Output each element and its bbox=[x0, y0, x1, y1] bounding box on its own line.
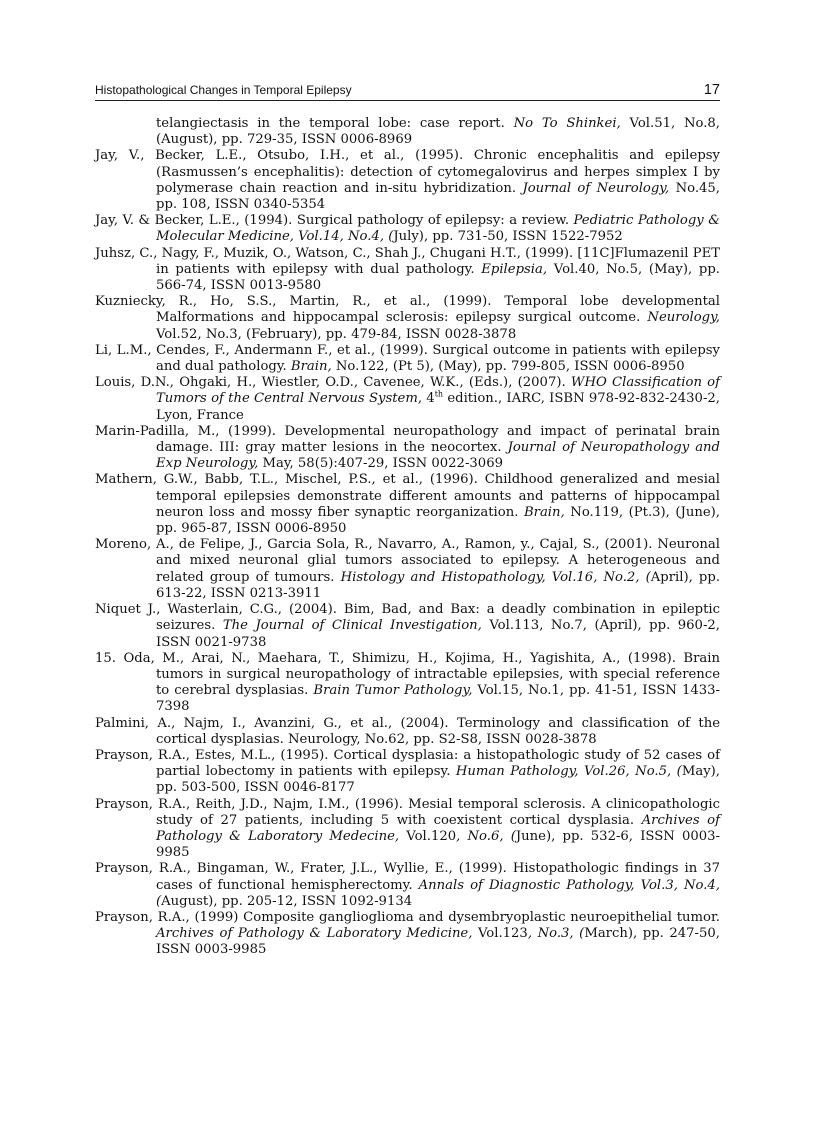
reference-text: August), pp. 205-12, ISSN 1092-9134 bbox=[161, 893, 413, 909]
reference-text: Jay, V., Becker, L.E., Otsubo, I.H., et al., (1995). Chronic encephalitis and epilepsy (Rasmussen’s encephalitis): detection of cytomegalovirus and herpes simplex I by polymerase chain reaction and in-situ hybridization. bbox=[95, 148, 720, 196]
reference-text: No.45, pp. 108, ISSN 0340-5354 bbox=[156, 180, 720, 213]
reference-text: telangiectasis in the temporal lobe: case report. bbox=[156, 116, 514, 131]
reference-entry bbox=[95, 375, 720, 424]
reference-entry bbox=[95, 472, 720, 537]
reference-entry bbox=[95, 246, 720, 295]
reference-italic-text: Archives of Pathology & Laboratory Medicine, bbox=[156, 926, 473, 942]
reference-italic-text: , No.3, ( bbox=[527, 926, 585, 942]
reference-text: April), pp. 613-22, ISSN 0213-3911 bbox=[156, 569, 721, 601]
reference-text: Vol.120 bbox=[399, 828, 457, 844]
reference-text: Vol.40, No.5, (May), pp. 566-74, ISSN 0013-9580 bbox=[156, 261, 720, 294]
reference-text: Marin-Padilla, M., (1999). Developmental neuropathology and impact of perinatal brain damage. III: gray matter lesions in the neocortex. bbox=[95, 423, 720, 456]
reference-text: Vol.51, No.8, (August), pp. 729-35, ISSN 0006-8969 bbox=[156, 116, 720, 148]
reference-text: Li, L.M., Cendes, F., Andermann F., et al., (1999). Surgical outcome in patients with epilepsy and dual pathology. bbox=[95, 342, 720, 375]
reference-italic-text: Brain, bbox=[290, 359, 332, 375]
reference-entry bbox=[95, 716, 720, 748]
reference-text: 15. Oda, M., Arai, N., Maehara, T., Shimizu, H., Kojima, H., Yagishita, A., (1998). Brain tumors in surgical neuropathology of intractable epilepsies, with special reference to cerebral dysplasias. bbox=[95, 650, 720, 699]
reference-italic-text: Journal of Neuropathology and Exp Neurology, bbox=[156, 440, 720, 472]
reference-text: Vol.15, No.1, pp. 41-51, ISSN 1433-7398 bbox=[156, 683, 720, 715]
reference-italic-text: Human Pathology, Vol.26, No.5, ( bbox=[455, 764, 682, 780]
reference-italic-text: Neurology, bbox=[647, 310, 720, 326]
reference-text: Palmini, A., Najm, I., Avanzini, G., et al., (2004). Terminology and classification of the cortical dysplasias. Neurology, No.62, pp. S2-S8, ISSN 0028-3878 bbox=[95, 715, 720, 747]
reference-entry bbox=[95, 797, 720, 862]
reference-text: Prayson, R.A., Reith, J.D., Najm, I.M., (1996). Mesial temporal sclerosis. A clinicopathologic study of 27 patients, including 5 with coexistent cortical dysplasia. bbox=[95, 796, 720, 828]
reference-text: July), pp. 731-50, ISSN 1522-7952 bbox=[393, 229, 623, 245]
reference-list bbox=[95, 116, 720, 959]
reference-entry bbox=[95, 651, 720, 716]
reference-italic-text: Histology and Histopathology, Vol.16, No.2, ( bbox=[340, 569, 651, 585]
reference-italic-text: The Journal of Clinical Investigation, bbox=[222, 618, 482, 634]
reference-text: Kuzniecky, R., Ho, S.S., Martin, R., et al., (1999). Temporal lobe developmental Malformations and hippocampal sclerosis: epilepsy surgical outcome. bbox=[95, 294, 720, 326]
reference-italic-text: Brain, bbox=[523, 504, 565, 520]
reference-text: Jay, V. & Becker, L.E., (1994). Surgical pathology of epilepsy: a review. bbox=[95, 213, 574, 229]
page-number: 17 bbox=[703, 82, 720, 98]
reference-entry bbox=[95, 343, 720, 375]
reference-italic-text: Annals of Diagnostic Pathology, Vol.3, No.4, ( bbox=[156, 877, 720, 909]
reference-italic-text: WHO Classification of Tumors of the Central Nervous System bbox=[156, 375, 720, 407]
reference-entry bbox=[95, 910, 720, 959]
reference-text: No.119, (Pt.3), (June), pp. 965-87, ISSN 0006-8950 bbox=[156, 504, 720, 537]
reference-text: Vol.113, No.7, (April), pp. 960-2, ISSN 0021-9738 bbox=[156, 618, 720, 650]
reference-entry bbox=[95, 537, 720, 602]
reference-italic-text: Brain Tumor Pathology, bbox=[313, 683, 473, 699]
reference-entry bbox=[95, 294, 720, 343]
reference-entry bbox=[95, 861, 720, 910]
reference-italic-text: , No.6, ( bbox=[456, 828, 516, 844]
reference-entry bbox=[95, 213, 720, 245]
reference-italic-text: Archives of Pathology & Laboratory Medecine, bbox=[156, 812, 720, 844]
reference-text: May, 58(5):407-29, ISSN 0022-3069 bbox=[258, 456, 503, 472]
reference-text: , 4 bbox=[417, 391, 435, 407]
reference-text: Niquet J., Wasterlain, C.G., (2004). Bim, Bad, and Bax: a deadly combination in epileptic seizures. bbox=[95, 602, 720, 634]
reference-text: Prayson, R.A., (1999) Composite ganglioglioma and dysembryoplastic neuroepithelial tumor. bbox=[95, 909, 720, 925]
reference-text: June), pp. 532-6, ISSN 0003-9985 bbox=[156, 828, 720, 861]
reference-italic-text: No To Shinkei, bbox=[513, 116, 621, 131]
reference-entry bbox=[95, 424, 720, 473]
reference-text: th bbox=[434, 390, 444, 400]
reference-text: Louis, D.N., Ohgaki, H., Wiestler, O.D., Cavenee, W.K., (Eds.), (2007). bbox=[95, 375, 571, 391]
running-header bbox=[95, 80, 720, 101]
reference-entry bbox=[95, 748, 720, 797]
reference-text: Moreno, A., de Felipe, J., Garcia Sola, R., Navarro, A., Ramon, y., Cajal, S., (2001). Neuronal and mixed neuronal glial tumors associated to epilepsy. A heterogeneous and related group of tumours. bbox=[95, 537, 720, 585]
reference-text: March), pp. 247-50, ISSN 0003-9985 bbox=[156, 926, 720, 958]
reference-entry bbox=[95, 116, 720, 148]
reference-entry bbox=[95, 148, 720, 213]
reference-text: Mathern, G.W., Babb, T.L., Mischel, P.S., et al., (1996). Childhood generalized and mesial temporal epilepsies demonstrate different amounts and patterns of hippocampal neuron loss and mossy fiber synaptic reorganization. bbox=[95, 472, 720, 520]
reference-text: May), pp. 503-500, ISSN 0046-8177 bbox=[156, 764, 720, 796]
reference-text: edition., IARC, ISBN 978-92-832-2430-2, Lyon, France bbox=[156, 391, 720, 423]
reference-italic-text: Pediatric Pathology & Molecular Medicine, Vol.14, No.4, ( bbox=[156, 213, 720, 245]
running-title: Histopathological Changes in Temporal Epilepsy bbox=[95, 83, 352, 97]
reference-italic-text: Epilepsia, bbox=[481, 261, 548, 277]
reference-text: Vol.123 bbox=[472, 926, 528, 942]
reference-text: No.122, (Pt 5), (May), pp. 799-805, ISSN 0006-8950 bbox=[331, 359, 685, 375]
reference-entry bbox=[95, 602, 720, 651]
reference-text: Juhsz, C., Nagy, F., Muzik, O., Watson, C., Shah J., Chugani H.T., (1999). [11C]Flumazenil PET in patients with epilepsy with dual pathology. bbox=[95, 245, 720, 277]
reference-italic-text: Journal of Neurology, bbox=[522, 180, 670, 196]
reference-text: Prayson, R.A., Estes, M.L., (1995). Cortical dysplasia: a histopathologic study of 52 cases of partial lobectomy in patients with epilepsy. bbox=[95, 747, 720, 780]
reference-text: Prayson, R.A., Bingaman, W., Frater, J.L., Wyllie, E., (1999). Histopathologic findings in 37 cases of functional hemispherectomy. bbox=[95, 861, 720, 893]
reference-text: Vol.52, No.3, (February), pp. 479-84, ISSN 0028-3878 bbox=[156, 326, 517, 342]
